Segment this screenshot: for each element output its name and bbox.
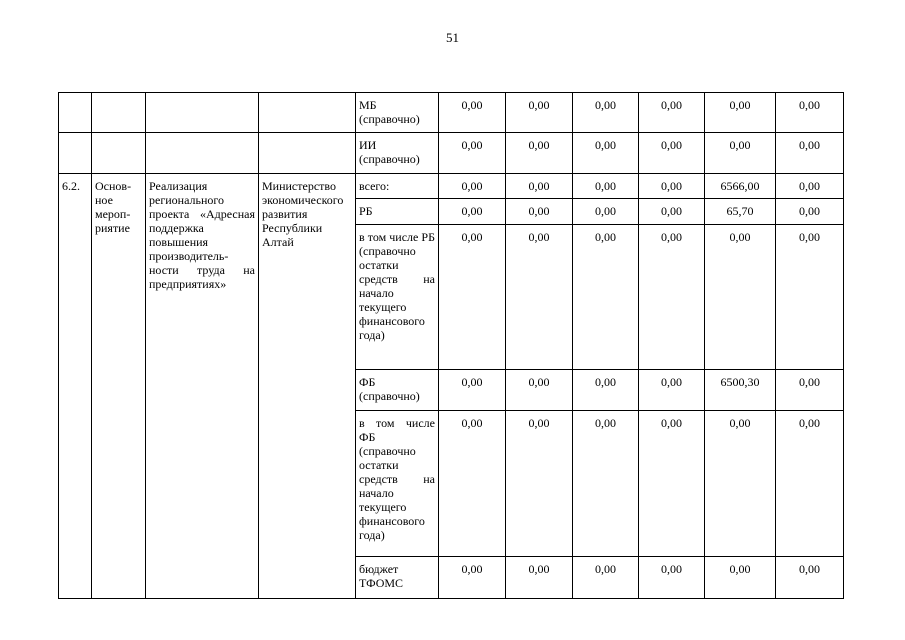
value-cell: 0,00 — [573, 174, 639, 199]
item-name: Реализация регионального проекта «Адресная поддержка повышения производитель-ности труда на предприятиях» — [146, 174, 259, 599]
value-cell: 0,00 — [705, 93, 776, 133]
value-cell: 0,00 — [439, 199, 506, 225]
value-cell: 0,00 — [705, 133, 776, 174]
source-cell: в том числе ФБ (справочно остатки средств на начало текущего финансового года) — [356, 411, 439, 557]
value-cell: 0,00 — [506, 225, 573, 370]
executor-cell — [259, 133, 356, 174]
value-cell: 0,00 — [776, 411, 844, 557]
value-cell: 65,70 — [705, 199, 776, 225]
source-cell: ИИ (справочно) — [356, 133, 439, 174]
value-cell: 0,00 — [776, 557, 844, 599]
value-cell: 0,00 — [439, 174, 506, 199]
value-cell: 6500,30 — [705, 370, 776, 411]
item-type: Основ-ное мероп-риятие — [92, 174, 146, 599]
value-cell: 0,00 — [573, 199, 639, 225]
value-cell: 0,00 — [705, 557, 776, 599]
number-cell — [59, 93, 92, 133]
source-cell: МБ (справочно) — [356, 93, 439, 133]
item-executor: Министерство экономического развития Республики Алтай — [259, 174, 356, 599]
name-cell — [146, 133, 259, 174]
value-cell: 0,00 — [506, 370, 573, 411]
value-cell: 0,00 — [705, 225, 776, 370]
value-cell: 0,00 — [776, 225, 844, 370]
budget-table — [58, 92, 844, 599]
value-cell: 0,00 — [506, 411, 573, 557]
source-cell: в том числе РБ (справочно остатки средств на начало текущего финансового года) — [356, 225, 439, 370]
value-cell: 0,00 — [776, 370, 844, 411]
source-cell: бюджет ТФОМС — [356, 557, 439, 599]
source-cell: ФБ (справочно) — [356, 370, 439, 411]
table-row — [59, 133, 844, 174]
value-cell: 0,00 — [439, 370, 506, 411]
value-cell: 0,00 — [776, 174, 844, 199]
value-cell: 0,00 — [506, 174, 573, 199]
type-cell — [92, 93, 146, 133]
value-cell: 0,00 — [639, 174, 705, 199]
value-cell: 0,00 — [506, 199, 573, 225]
value-cell: 0,00 — [506, 133, 573, 174]
value-cell: 0,00 — [506, 93, 573, 133]
value-cell: 0,00 — [776, 133, 844, 174]
value-cell: 0,00 — [639, 370, 705, 411]
number-cell — [59, 133, 92, 174]
value-cell: 0,00 — [639, 225, 705, 370]
value-cell: 0,00 — [639, 133, 705, 174]
value-cell: 0,00 — [639, 411, 705, 557]
value-cell: 0,00 — [506, 557, 573, 599]
value-cell: 0,00 — [573, 370, 639, 411]
value-cell: 0,00 — [439, 411, 506, 557]
value-cell: 0,00 — [573, 133, 639, 174]
name-cell — [146, 93, 259, 133]
value-cell: 0,00 — [776, 93, 844, 133]
value-cell: 0,00 — [439, 133, 506, 174]
type-cell — [92, 133, 146, 174]
value-cell: 0,00 — [573, 93, 639, 133]
value-cell: 0,00 — [639, 199, 705, 225]
value-cell: 0,00 — [639, 557, 705, 599]
value-cell: 6566,00 — [705, 174, 776, 199]
source-cell: РБ — [356, 199, 439, 225]
value-cell: 0,00 — [573, 225, 639, 370]
table-row — [59, 93, 844, 133]
value-cell: 0,00 — [439, 225, 506, 370]
table-row — [59, 174, 844, 199]
value-cell: 0,00 — [639, 93, 705, 133]
source-cell: всего: — [356, 174, 439, 199]
value-cell: 0,00 — [439, 93, 506, 133]
value-cell: 0,00 — [573, 557, 639, 599]
page-number: 51 — [446, 30, 459, 45]
value-cell: 0,00 — [705, 411, 776, 557]
value-cell: 0,00 — [573, 411, 639, 557]
item-number: 6.2. — [59, 174, 92, 599]
value-cell: 0,00 — [439, 557, 506, 599]
executor-cell — [259, 93, 356, 133]
value-cell: 0,00 — [776, 199, 844, 225]
